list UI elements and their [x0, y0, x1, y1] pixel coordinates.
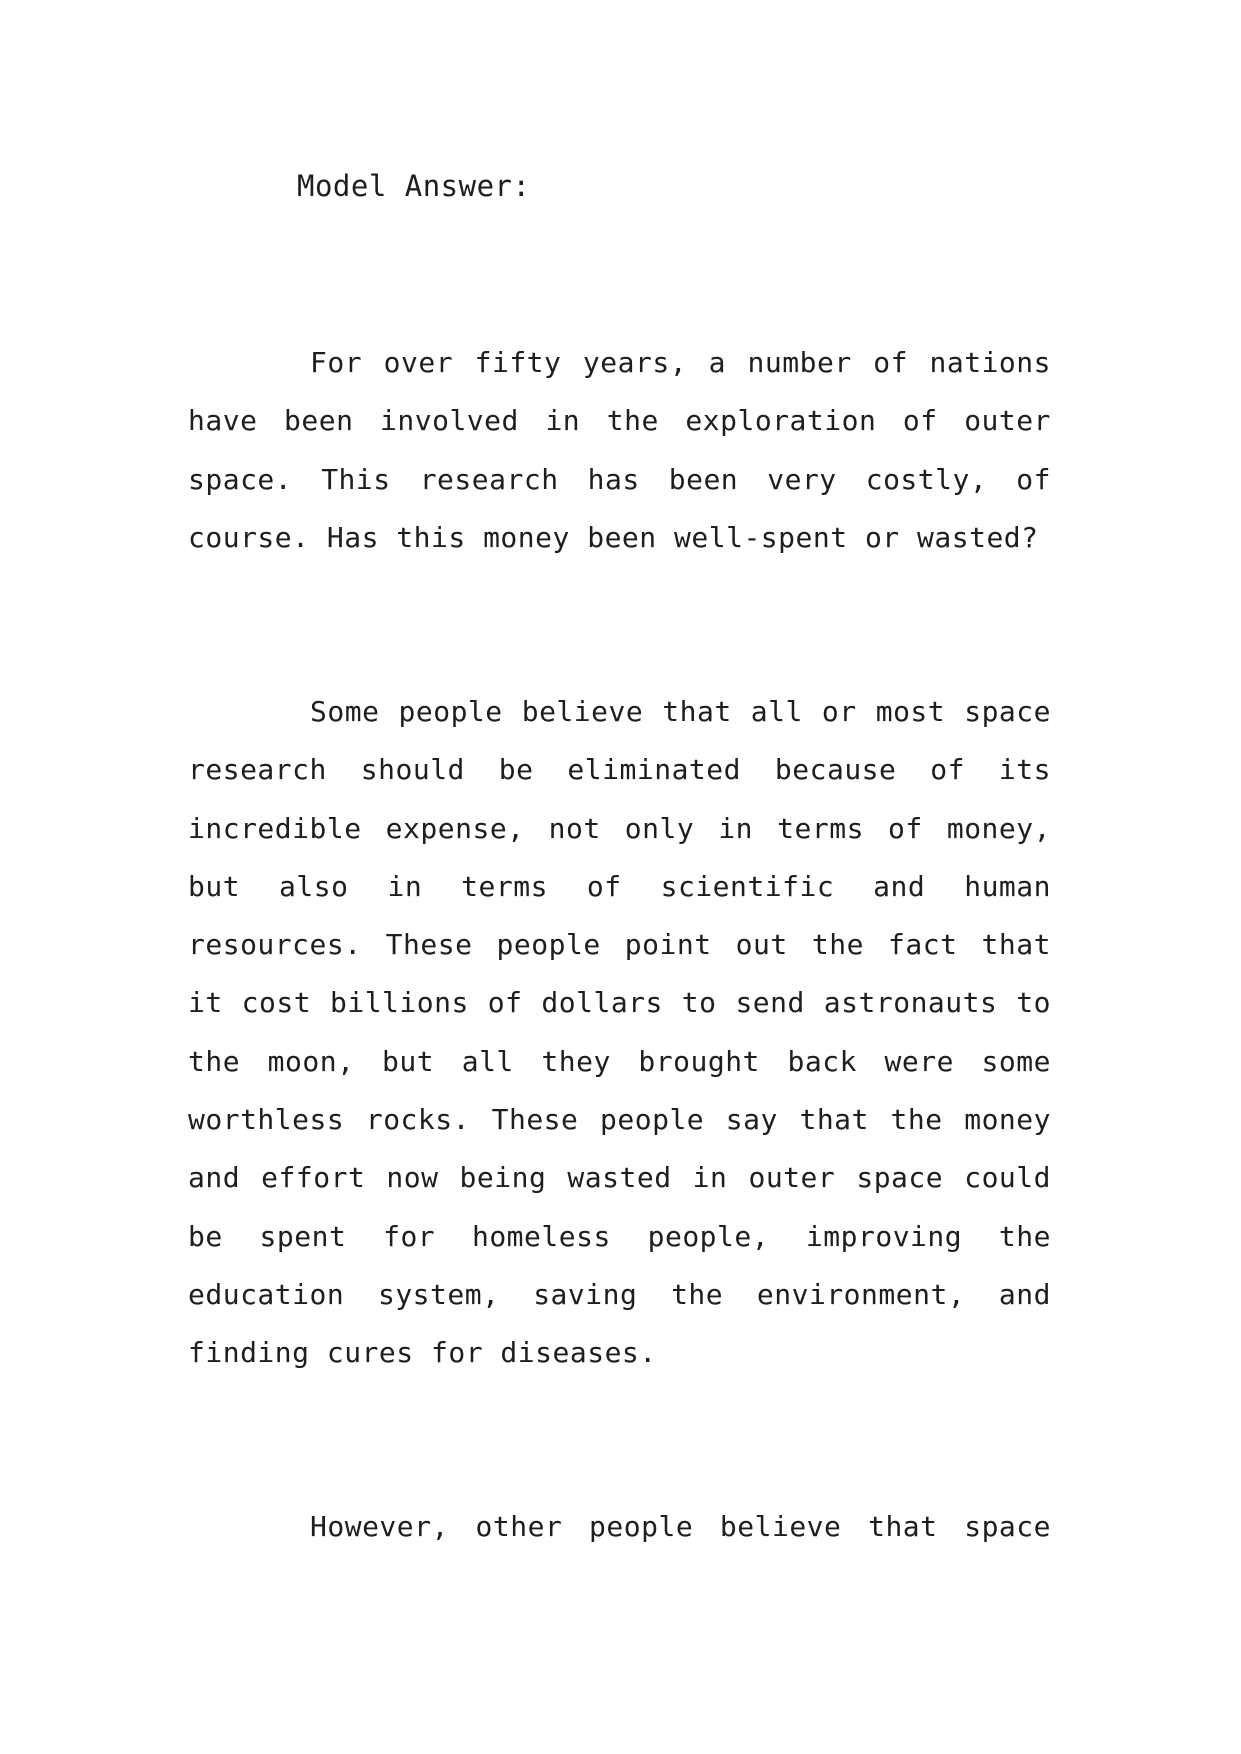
paragraph-opposing-view: Some people believe that all or most space research should be eliminated because of its incredible expense, not only in terms of money, but also in terms of scientific and human resources. These people point out the fact that it cost billions of dollars to send astronauts to the moon, but all they brought back were some worthless rocks. These people say that the money and effort now being wasted in outer space could be spent for homeless people, improving the education system, saving the environment, and finding cures for diseases.: [188, 695, 1051, 1370]
paragraph-supporting-view: However, other people believe that space: [310, 1510, 1051, 1543]
paragraph-intro: For over fifty years, a number of nations have been involved in the exploration of outer space. This research has been very costly, of course. Has this money been well-spent or wasted?: [188, 346, 1051, 554]
model-answer-heading: Model Answer:: [297, 169, 531, 203]
